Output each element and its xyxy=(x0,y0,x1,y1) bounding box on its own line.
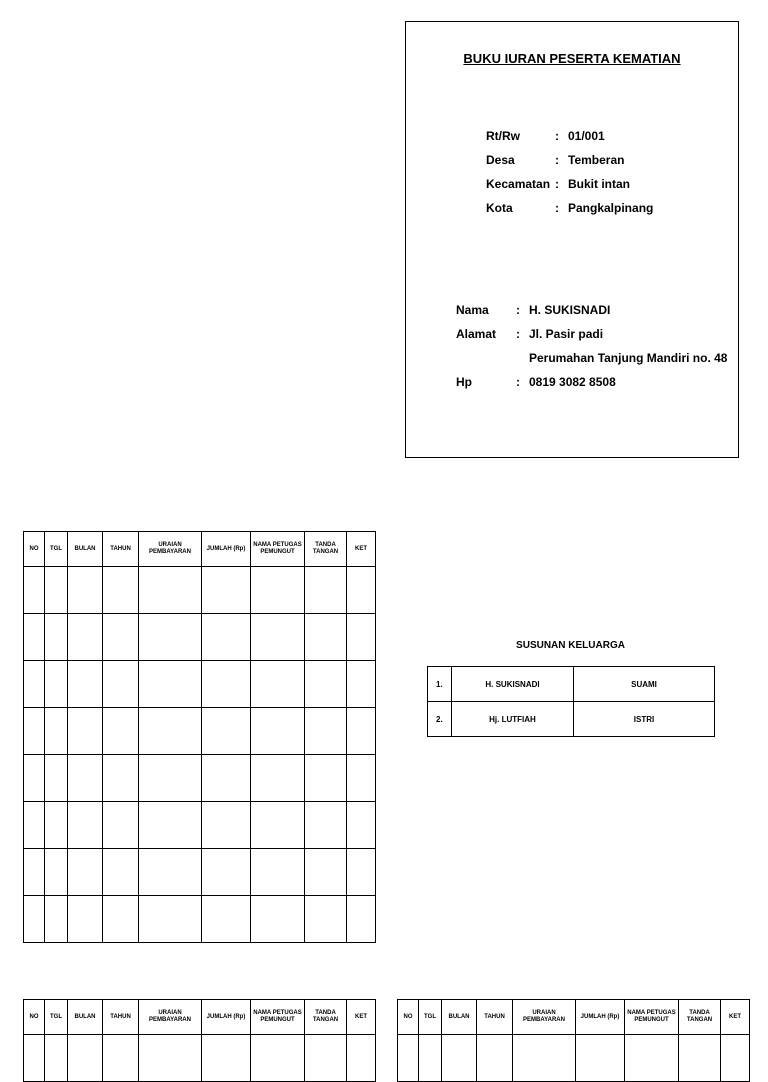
ledger-cell xyxy=(68,614,103,661)
ledger-header-cell: KET xyxy=(721,1000,750,1035)
ledger-cell xyxy=(68,567,103,614)
loc-value: Temberan xyxy=(568,153,625,167)
owner-label: Hp xyxy=(456,375,472,389)
ledger-cell xyxy=(398,1035,419,1082)
ledger-header-cell: URAIAN PEMBAYARAN xyxy=(139,532,202,567)
ledger-header-cell: NO xyxy=(398,1000,419,1035)
ledger-cell xyxy=(24,896,45,943)
ledger-cell xyxy=(139,567,202,614)
loc-label: Kecamatan xyxy=(486,177,551,191)
ledger-header-cell: NAMA PETUGAS PEMUNGUT xyxy=(251,1000,305,1035)
ledger-row xyxy=(24,755,376,802)
ledger-cell xyxy=(305,802,347,849)
ledger-cell xyxy=(251,896,305,943)
ledger-cell xyxy=(24,1035,45,1082)
ledger-cell xyxy=(68,896,103,943)
ledger-header-cell: NO xyxy=(24,1000,45,1035)
ledger-row xyxy=(24,661,376,708)
loc-colon: : xyxy=(555,153,559,167)
ledger-header-cell: KET xyxy=(347,532,376,567)
ledger-cell xyxy=(45,849,68,896)
ledger-cell xyxy=(24,849,45,896)
ledger-cell xyxy=(442,1035,477,1082)
ledger-cell xyxy=(68,1035,103,1082)
family-role: SUAMI xyxy=(574,667,715,702)
ledger-cell xyxy=(202,896,251,943)
ledger-cell xyxy=(347,849,376,896)
ledger-row xyxy=(398,1035,750,1082)
ledger-cell xyxy=(513,1035,576,1082)
ledger-cell xyxy=(103,755,139,802)
ledger-cell xyxy=(305,896,347,943)
ledger-cell xyxy=(103,661,139,708)
ledger-header-cell: BULAN xyxy=(68,1000,103,1035)
ledger-cell xyxy=(103,708,139,755)
ledger-cell xyxy=(251,708,305,755)
ledger-cell xyxy=(202,802,251,849)
family-name: Hj. LUTFIAH xyxy=(452,702,574,737)
family-table xyxy=(427,666,715,737)
owner-label: Alamat xyxy=(456,327,497,341)
ledger-cell xyxy=(305,567,347,614)
ledger-header-cell: JUMLAH (Rp) xyxy=(202,532,251,567)
ledger-cell xyxy=(251,614,305,661)
ledger-cell xyxy=(576,1035,625,1082)
ledger-row xyxy=(24,567,376,614)
ledger-cell xyxy=(202,755,251,802)
ledger-header-cell: NAMA PETUGAS PEMUNGUT xyxy=(625,1000,679,1035)
ledger-cell xyxy=(68,708,103,755)
ledger-cell xyxy=(103,896,139,943)
loc-colon: : xyxy=(555,177,559,191)
owner-value: H. SUKISNADI xyxy=(529,303,611,317)
ledger-cell xyxy=(202,567,251,614)
ledger-cell xyxy=(477,1035,513,1082)
family-name: H. SUKISNADI xyxy=(452,667,574,702)
loc-label: Kota xyxy=(486,201,513,215)
ledger-cell xyxy=(103,1035,139,1082)
ledger-cell xyxy=(68,802,103,849)
family-title: SUSUNAN KELUARGA xyxy=(516,640,625,651)
ledger-cell xyxy=(45,567,68,614)
ledger-header-cell: JUMLAH (Rp) xyxy=(202,1000,251,1035)
ledger-cell xyxy=(625,1035,679,1082)
ledger-row xyxy=(24,1035,376,1082)
owner-colon: : xyxy=(516,327,520,341)
ledger-cell xyxy=(24,567,45,614)
family-no: 1. xyxy=(428,667,452,702)
ledger-cell xyxy=(305,755,347,802)
ledger-cell xyxy=(202,708,251,755)
ledger-cell xyxy=(68,849,103,896)
ledger-cell xyxy=(24,802,45,849)
ledger-cell xyxy=(139,661,202,708)
cover-title: BUKU IURAN PESERTA KEMATIAN xyxy=(463,51,681,66)
ledger-cell xyxy=(305,1035,347,1082)
ledger-header-row xyxy=(24,1000,376,1035)
loc-value: 01/001 xyxy=(568,129,605,143)
ledger-header-cell: TANDA TANGAN xyxy=(679,1000,721,1035)
ledger-cell xyxy=(419,1035,442,1082)
ledger-cell xyxy=(103,614,139,661)
payment-ledger-table xyxy=(23,531,376,943)
ledger-header-row xyxy=(24,532,376,567)
ledger-header-cell: KET xyxy=(347,1000,376,1035)
family-role: ISTRI xyxy=(574,702,715,737)
ledger-cell xyxy=(679,1035,721,1082)
ledger-cell xyxy=(202,849,251,896)
ledger-cell xyxy=(305,708,347,755)
ledger-cell xyxy=(24,708,45,755)
ledger-cell xyxy=(347,708,376,755)
ledger-cell xyxy=(251,1035,305,1082)
ledger-header-cell: TANDA TANGAN xyxy=(305,532,347,567)
owner-value: Jl. Pasir padi xyxy=(529,327,604,341)
payment-ledger-table-3 xyxy=(397,999,750,1082)
ledger-row xyxy=(24,708,376,755)
loc-label: Rt/Rw xyxy=(486,129,520,143)
ledger-cell xyxy=(139,849,202,896)
ledger-cell xyxy=(45,755,68,802)
ledger-row xyxy=(24,849,376,896)
ledger-cell xyxy=(68,755,103,802)
ledger-header-row xyxy=(398,1000,750,1035)
ledger-cell xyxy=(347,567,376,614)
ledger-cell xyxy=(24,614,45,661)
ledger-cell xyxy=(347,614,376,661)
ledger-cell xyxy=(251,802,305,849)
ledger-cell xyxy=(139,802,202,849)
ledger-cell xyxy=(251,849,305,896)
owner-value: 0819 3082 8508 xyxy=(529,375,616,389)
ledger-header-cell: NO xyxy=(24,532,45,567)
loc-colon: : xyxy=(555,201,559,215)
ledger-cell xyxy=(305,661,347,708)
ledger-cell xyxy=(347,802,376,849)
owner-colon: : xyxy=(516,303,520,317)
ledger-cell xyxy=(347,1035,376,1082)
ledger-cell xyxy=(139,755,202,802)
loc-colon: : xyxy=(555,129,559,143)
ledger-header-cell: TGL xyxy=(45,1000,68,1035)
ledger-cell xyxy=(24,755,45,802)
ledger-header-cell: URAIAN PEMBAYARAN xyxy=(139,1000,202,1035)
owner-colon: : xyxy=(516,375,520,389)
ledger-header-cell: TAHUN xyxy=(103,1000,139,1035)
loc-value: Bukit intan xyxy=(568,177,630,191)
ledger-cell xyxy=(45,1035,68,1082)
ledger-cell xyxy=(139,1035,202,1082)
ledger-header-cell: TGL xyxy=(45,532,68,567)
family-no: 2. xyxy=(428,702,452,737)
ledger-header-cell: BULAN xyxy=(442,1000,477,1035)
ledger-row xyxy=(24,802,376,849)
ledger-cell xyxy=(305,614,347,661)
ledger-header-cell: NAMA PETUGAS PEMUNGUT xyxy=(251,532,305,567)
ledger-header-cell: URAIAN PEMBAYARAN xyxy=(513,1000,576,1035)
cover-card xyxy=(405,21,739,458)
loc-label: Desa xyxy=(486,153,515,167)
ledger-header-cell: BULAN xyxy=(68,532,103,567)
ledger-cell xyxy=(103,567,139,614)
ledger-cell xyxy=(45,708,68,755)
ledger-cell xyxy=(103,802,139,849)
owner-label: Nama xyxy=(456,303,489,317)
loc-value: Pangkalpinang xyxy=(568,201,654,215)
ledger-header-cell: TAHUN xyxy=(103,532,139,567)
ledger-cell xyxy=(251,661,305,708)
ledger-row xyxy=(24,614,376,661)
ledger-cell xyxy=(305,849,347,896)
family-row xyxy=(428,667,715,702)
ledger-cell xyxy=(139,708,202,755)
ledger-cell xyxy=(45,896,68,943)
ledger-cell xyxy=(251,567,305,614)
ledger-header-cell: JUMLAH (Rp) xyxy=(576,1000,625,1035)
ledger-cell xyxy=(721,1035,750,1082)
ledger-cell xyxy=(347,661,376,708)
ledger-cell xyxy=(202,661,251,708)
ledger-cell xyxy=(347,896,376,943)
owner-value: Perumahan Tanjung Mandiri no. 48 xyxy=(529,351,728,365)
ledger-cell xyxy=(202,1035,251,1082)
ledger-cell xyxy=(45,661,68,708)
ledger-header-cell: TGL xyxy=(419,1000,442,1035)
ledger-cell xyxy=(45,802,68,849)
ledger-cell xyxy=(103,849,139,896)
ledger-cell xyxy=(347,755,376,802)
ledger-cell xyxy=(251,755,305,802)
ledger-cell xyxy=(139,614,202,661)
ledger-cell xyxy=(45,614,68,661)
ledger-cell xyxy=(139,896,202,943)
ledger-cell xyxy=(24,661,45,708)
ledger-cell xyxy=(202,614,251,661)
ledger-row xyxy=(24,896,376,943)
ledger-cell xyxy=(68,661,103,708)
ledger-header-cell: TANDA TANGAN xyxy=(305,1000,347,1035)
ledger-header-cell: TAHUN xyxy=(477,1000,513,1035)
family-row xyxy=(428,702,715,737)
payment-ledger-table-2 xyxy=(23,999,376,1082)
